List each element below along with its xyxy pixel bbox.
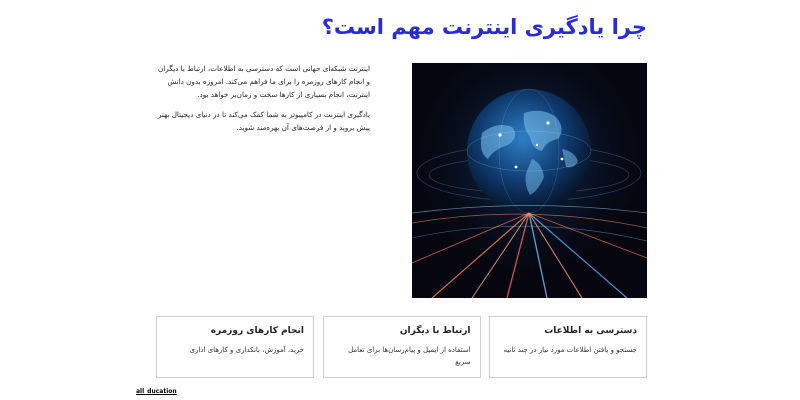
intro-paragraph-2: یادگیری اینترنت در کامپیوتر به شما کمک می‌کند تا در دنیای دیجیتال بهتر پیش بروید و از فرصت‌های آن بهره‌مند شوید. (157, 110, 370, 132)
card-daily-tasks (156, 316, 314, 378)
card-information-access (489, 316, 647, 378)
card-title: ارتباط با دیگران (399, 326, 471, 336)
globe-network-image (412, 63, 647, 298)
intro-paragraph-1: اینترنت شبکه‌ای جهانی است که دسترسی به اطلاعات، ارتباط با دیگران و انجام کارهای روزمره را برای ما فراهم می‌کند. امروزه بدون دانش اینترنت، انجام بسیاری از کارها سخت و زمان‌بر خواهد بود. (157, 64, 370, 99)
page-title: چرا یادگیری اینترنت مهم است؟ (321, 15, 647, 39)
card-description: استفاده از ایمیل و پیام‌رسان‌ها برای تعامل سریع (348, 346, 471, 366)
card-title: دسترسی به اطلاعات (544, 326, 637, 336)
feature-cards (156, 316, 647, 378)
card-communication (323, 316, 481, 378)
card-title: انجام کارهای روزمره (210, 326, 304, 336)
intro-text (155, 62, 370, 141)
footer-link[interactable]: all_ducation (136, 388, 177, 395)
card-description: جستجو و یافتن اطلاعات مورد نیاز در چند ثانیه (503, 346, 637, 354)
card-description: خرید، آموزش، بانکداری و کارهای اداری (189, 346, 304, 354)
